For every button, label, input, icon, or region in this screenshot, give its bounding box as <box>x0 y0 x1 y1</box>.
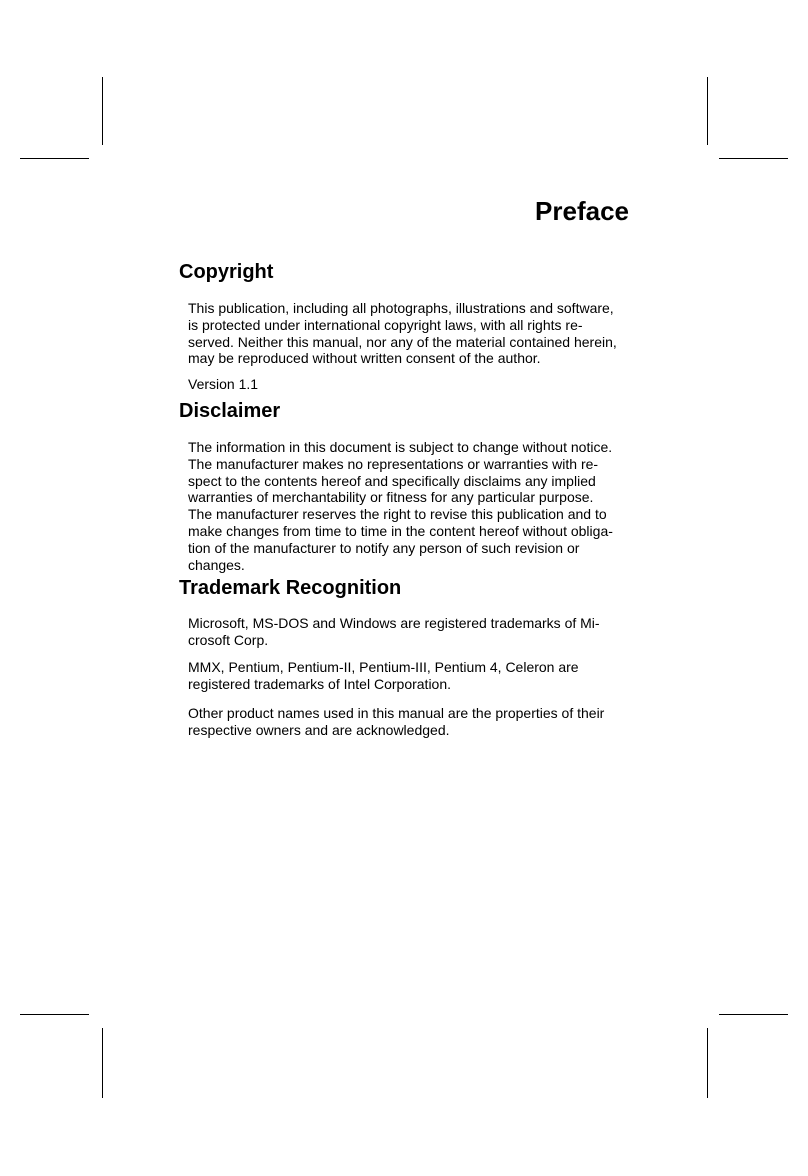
crop-mark-top-left-horizontal <box>20 158 89 159</box>
crop-mark-top-right-vertical <box>707 77 708 145</box>
disclaimer-paragraph: The information in this document is subject to change without notice. The manufacturer makes no representations or warranties with re- spect to the contents hereof and specifically disclaims any implied warranties of merchantability or fitness for any particular purpose. The manufacturer reserves the right to revise this publication and to make changes from time to time in the content hereof without obliga- tion of the manufacturer to notify any person of such revision or changes. <box>188 439 613 573</box>
trademark-paragraph-intel: MMX, Pentium, Pentium-II, Pentium-III, Pentium 4, Celeron are registered trademarks of Intel Corporation. <box>188 659 579 692</box>
crop-mark-bottom-right-vertical <box>707 1028 708 1098</box>
trademark-heading: Trademark Recognition <box>179 577 402 599</box>
crop-mark-bottom-left-vertical <box>102 1028 103 1098</box>
copyright-paragraph: This publication, including all photographs, illustrations and software, is protected under international copyright laws, with all rights re- served. Neither this manual, nor any of the material contained herein, may be reproduced without written consent of the author. <box>188 300 617 367</box>
trademark-paragraph-microsoft: Microsoft, MS-DOS and Windows are registered trademarks of Mi- crosoft Corp. <box>188 615 600 648</box>
trademark-paragraph-other: Other product names used in this manual are the properties of their respective owners and are acknowledged. <box>188 705 605 738</box>
crop-mark-bottom-left-horizontal <box>20 1014 89 1015</box>
crop-mark-top-right-horizontal <box>719 158 788 159</box>
copyright-heading: Copyright <box>179 261 274 283</box>
crop-mark-top-left-vertical <box>102 77 103 145</box>
page-title: Preface <box>535 196 629 226</box>
disclaimer-heading: Disclaimer <box>179 400 281 422</box>
version-text: Version 1.1 <box>188 376 259 392</box>
crop-mark-bottom-right-horizontal <box>719 1014 788 1015</box>
